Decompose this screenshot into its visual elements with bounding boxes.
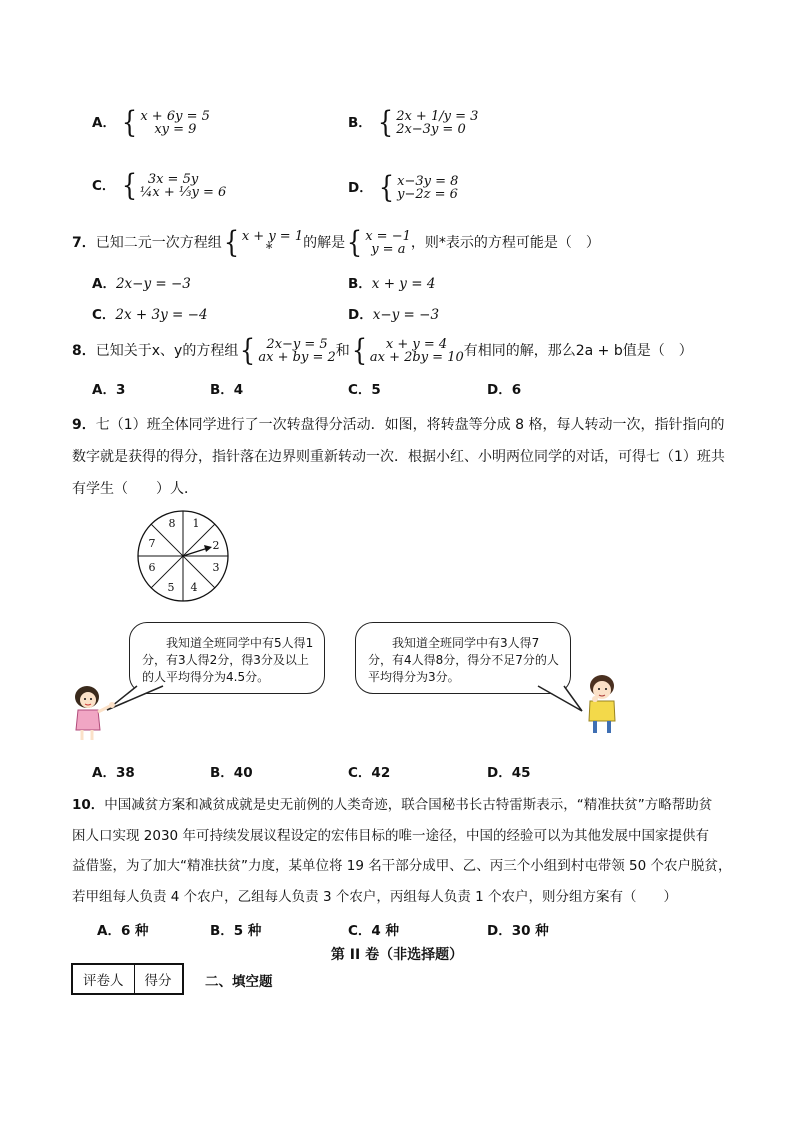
- q9-option-c: [348, 761, 390, 781]
- option-label: D．: [487, 923, 512, 939]
- option-label: D．: [487, 382, 512, 398]
- bubble-tail-right: [536, 684, 586, 714]
- boy-illustration: [583, 673, 623, 735]
- option-value: 6: [511, 382, 522, 398]
- equation-system: { 3x = 5y ¼x + ⅓y = 6: [121, 168, 227, 203]
- q6-option-a: [92, 105, 210, 140]
- question-text: 若甲组每人负责 4 个农户，乙组每人负责 3 个农户，丙组每人负责 1 个农户，则分组方案有（ ）: [72, 888, 678, 905]
- q8-option-b: [210, 378, 243, 398]
- question-text: 有学生（ ）人．: [72, 481, 198, 497]
- equation: y = a: [371, 242, 406, 257]
- equation: ax + 2by = 10: [369, 350, 464, 365]
- q10-option-b: [210, 919, 261, 939]
- wheel-number-8: 8: [168, 517, 176, 530]
- equation-system: { x + 6y = 5 xy = 9: [122, 105, 210, 140]
- question-8: [72, 333, 693, 368]
- speech-bubble-right: 我知道全班同学中有3人得7分，有4人得8分，得分不足7分的人平均得分为3分。: [355, 622, 571, 694]
- question-10: [72, 790, 732, 912]
- option-label: A．: [92, 115, 116, 131]
- option-label: C．: [348, 923, 372, 939]
- equation-system: { 2x−y = 5 ax + by = 2: [240, 333, 336, 368]
- equation: x = −1: [365, 229, 411, 244]
- question-text: 中国减贫方案和减贫成就是史无前例的人类奇迹，联合国秘书长古特雷斯表示，“精准扶贫”方略帮助贫: [104, 797, 713, 813]
- option-value: 30 种: [511, 923, 549, 939]
- option-value: 4 种: [371, 923, 400, 939]
- spinner-wheel: [136, 509, 230, 603]
- equation: x + 6y = 5: [140, 109, 210, 124]
- q8-option-a: [92, 378, 125, 398]
- q10-option-c: [348, 919, 399, 939]
- option-value: 45: [511, 765, 531, 781]
- option-label: C．: [348, 382, 372, 398]
- question-text: 和: [335, 343, 350, 359]
- option-label: B．: [348, 276, 372, 292]
- question-text: 七（1）班全体同学进行了一次转盘得分活动．如图，将转盘等分成 8 格，每人转动一次，指针指向的: [95, 417, 725, 433]
- equation-system: { x−3y = 8 y−2z = 6: [378, 170, 459, 205]
- equation: 3x = 5y: [147, 172, 199, 187]
- q10-option-a: [97, 919, 149, 939]
- option-label: C．: [92, 307, 116, 323]
- question-text: 困人口实现 2030 年可持续发展议程设定的宏伟目标的唯一途径，中国的经验可以为其他发展中国家提供有: [72, 827, 709, 844]
- option-value: 38: [115, 765, 135, 781]
- option-value: 3: [115, 382, 126, 398]
- option-label: A．: [97, 923, 121, 939]
- q9-option-d: [487, 761, 531, 781]
- equation: y−2z = 6: [397, 187, 458, 202]
- option-value: 40: [233, 765, 253, 781]
- question-7: [72, 225, 600, 260]
- girl-illustration: [70, 684, 122, 742]
- equation-system: { x + y = 4 ax + 2by = 10: [351, 333, 464, 368]
- option-value: x + y = 4: [371, 276, 436, 292]
- option-label: C．: [92, 178, 116, 194]
- option-value: 2x−y = −3: [115, 276, 191, 292]
- q8-option-d: [487, 378, 521, 398]
- option-label: A．: [92, 382, 116, 398]
- score-cell: 得分: [134, 965, 182, 993]
- wheel-number-1: 1: [192, 517, 200, 530]
- q7-option-b: [348, 272, 435, 292]
- speech-bubble-left: 我知道全班同学中有5人得1分，有3人得2分，得3分及以上的人平均得分为4.5分。: [129, 622, 325, 694]
- option-label: D．: [487, 765, 512, 781]
- section-heading: 二、填空题: [205, 974, 273, 990]
- question-number: 10．: [72, 797, 105, 813]
- equation: x + y = 1: [241, 229, 304, 244]
- option-label: D．: [348, 180, 373, 196]
- question-number: 9．: [72, 417, 96, 433]
- equation-system: { x = −1 y = a: [347, 225, 411, 260]
- question-text: 数字就是获得的得分，指针落在边界则重新转动一次．根据小红、小明两位同学的对话，可得七（1）班共: [72, 449, 725, 465]
- question-text: 益借鉴，为了加大“精准扶贫”力度，某单位将 19 名干部分成甲、乙、丙三个小组到村屯带领 50 个农户脱贫，: [72, 858, 732, 874]
- option-value: 5: [371, 382, 381, 398]
- option-label: A．: [92, 765, 116, 781]
- question-text: 已知关于x、y的方程组: [95, 343, 239, 359]
- question-number: 7．: [72, 235, 96, 251]
- option-label: A．: [92, 276, 116, 292]
- option-label: B．: [210, 382, 234, 398]
- equation-system: { x + y = 1 *: [223, 225, 304, 260]
- option-value: 2x + 3y = −4: [115, 307, 208, 323]
- question-text: 的解是: [303, 235, 346, 251]
- option-value: 42: [371, 765, 391, 781]
- option-value: 4: [233, 382, 244, 398]
- section-title: 第 II 卷（非选择题）: [330, 947, 464, 963]
- option-label: C．: [348, 765, 372, 781]
- equation: 2x + 1/y = 3: [396, 109, 479, 124]
- equation: ¼x + ⅓y = 6: [139, 185, 227, 200]
- grader-cell: 评卷人: [83, 973, 124, 989]
- wheel-number-5: 5: [167, 581, 175, 594]
- q9-option-b: [210, 761, 253, 781]
- question-number: 8．: [72, 343, 96, 359]
- option-label: D．: [348, 307, 373, 323]
- option-label: B．: [210, 765, 234, 781]
- option-value: x−y = −3: [372, 307, 440, 323]
- wheel-number-6: 6: [148, 561, 156, 574]
- q7-option-c: [92, 303, 208, 323]
- q6-option-b: [348, 105, 479, 140]
- option-label: B．: [348, 115, 372, 131]
- question-text: 已知二元一次方程组: [95, 235, 222, 251]
- option-label: B．: [210, 923, 234, 939]
- wheel-number-2: 2: [212, 539, 220, 552]
- q7-option-a: [92, 272, 191, 292]
- q10-option-d: [487, 919, 549, 939]
- wheel-number-3: 3: [212, 561, 220, 574]
- q9-option-a: [92, 761, 135, 781]
- equation: *: [265, 242, 273, 257]
- q7-option-d: [348, 303, 439, 323]
- wheel-number-7: 7: [148, 537, 156, 550]
- question-9: [72, 409, 732, 505]
- equation: 2x−3y = 0: [396, 122, 466, 137]
- equation: ax + by = 2: [258, 350, 336, 365]
- q6-option-c: [92, 168, 227, 203]
- wheel-number-4: 4: [190, 581, 198, 594]
- score-table: [71, 963, 184, 995]
- question-text: ，则*表示的方程可能是（ ）: [410, 235, 600, 251]
- option-value: 5 种: [233, 923, 262, 939]
- equation: x + y = 4: [385, 337, 448, 352]
- equation-system: { 2x + 1/y = 3 2x−3y = 0: [378, 105, 479, 140]
- q8-option-c: [348, 378, 381, 398]
- equation: xy = 9: [154, 122, 197, 137]
- equation: 2x−y = 5: [266, 337, 328, 352]
- equation: x−3y = 8: [397, 174, 459, 189]
- question-text: 有相同的解，那么2a + b值是（ ）: [463, 343, 693, 359]
- option-value: 6 种: [120, 923, 149, 939]
- q6-option-d: [348, 170, 459, 205]
